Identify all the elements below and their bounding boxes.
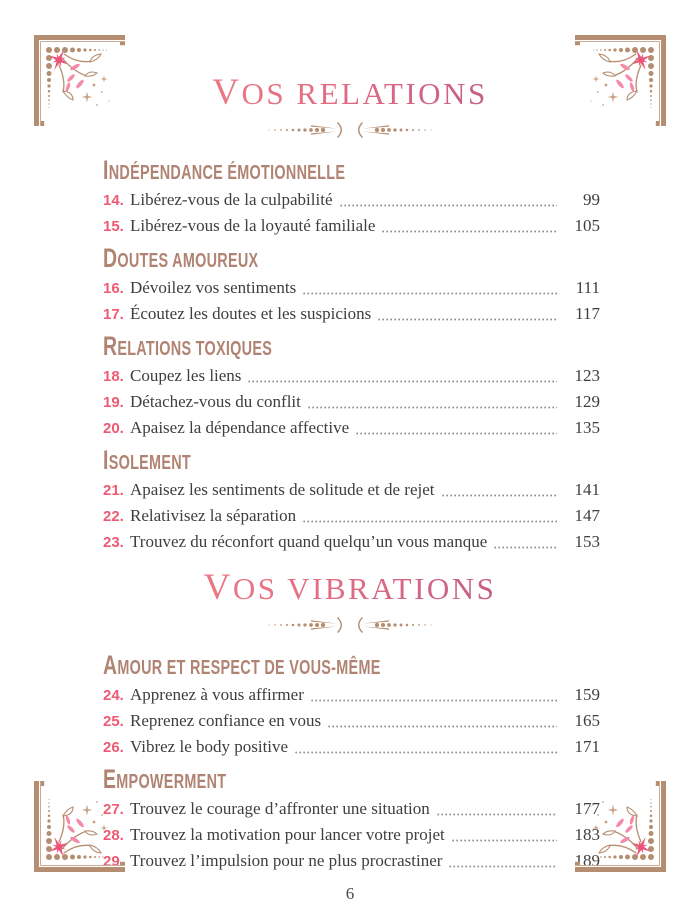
toc-entry (103, 389, 600, 415)
entry-number: 21. (103, 482, 124, 499)
entry-page-number: 129 (574, 392, 600, 411)
corner-ornament-bottom-left-icon (30, 781, 125, 876)
entry-number: 24. (103, 687, 124, 704)
toc-section (103, 445, 600, 555)
entry-number: 17. (103, 306, 124, 323)
entry-number: 26. (103, 739, 124, 756)
entry-page-number: 123 (574, 366, 600, 385)
toc-part-relations (103, 155, 600, 555)
corner-ornament-top-right-icon (575, 31, 670, 126)
part-title-relations: VOS RELATIONS (0, 0, 700, 113)
section-heading: DOUTES AMOUREUX (103, 243, 259, 273)
section-heading: AMOUR ET RESPECT DE VOUS-MÊME (103, 650, 381, 680)
toc-entry (103, 301, 600, 327)
section-heading: RELATIONS TOXIQUES (103, 331, 273, 361)
entry-page-number: 99 (583, 190, 600, 209)
dot-leader (356, 432, 557, 435)
toc-entry (103, 275, 600, 301)
toc-entry (103, 796, 600, 822)
toc-entry (103, 708, 600, 734)
ornament-divider-icon (265, 615, 435, 635)
entry-page-number: 117 (575, 304, 600, 323)
dot-leader (442, 494, 558, 497)
toc-entry (103, 529, 600, 555)
entry-number: 15. (103, 218, 124, 235)
toc-entry (103, 213, 600, 239)
toc-part-vibrations (103, 650, 600, 874)
entry-page-number: 153 (574, 532, 600, 551)
entry-page-number: 141 (574, 480, 600, 499)
entry-number: 29. (103, 853, 124, 870)
toc-entry (103, 822, 600, 848)
corner-ornament-bottom-right-icon (575, 781, 670, 876)
entry-page-number: 147 (574, 506, 600, 525)
entry-title: Dévoilez vos sentiments (130, 278, 297, 297)
entry-number: 23. (103, 534, 124, 551)
toc-entry (103, 415, 600, 441)
dot-leader (295, 751, 557, 754)
toc-entry (103, 682, 600, 708)
dot-leader (303, 520, 557, 523)
toc-entry (103, 187, 600, 213)
dot-leader (311, 699, 557, 702)
entry-title: Apprenez à vous affirmer (130, 685, 304, 704)
entry-page-number: 159 (574, 685, 600, 704)
toc-section (103, 650, 600, 760)
entry-number: 16. (103, 280, 124, 297)
entry-title: Vibrez le body positive (130, 737, 289, 756)
toc-section (103, 764, 600, 874)
dot-leader (308, 406, 557, 409)
entry-title: Reprenez confiance en vous (130, 711, 322, 730)
entry-page-number: 171 (574, 737, 600, 756)
dot-leader (378, 318, 557, 321)
folio-page-number: 6 (345, 884, 355, 903)
entry-title: Coupez les liens (130, 366, 242, 385)
entry-title: Trouvez l’impulsion pour ne plus procrastiner (130, 851, 443, 870)
entry-page-number: 165 (574, 711, 600, 730)
dot-leader (248, 380, 557, 383)
entry-title: Libérez-vous de la loyauté familiale (130, 216, 376, 235)
part-title-vibrations: VOS VIBRATIONS (0, 555, 700, 608)
entry-page-number: 135 (574, 418, 600, 437)
dot-leader (382, 230, 557, 233)
entry-number: 22. (103, 508, 124, 525)
section-heading: EMPOWERMENT (103, 764, 227, 794)
entry-title: Trouvez du réconfort quand quelqu’un vous manque (130, 532, 488, 551)
dot-leader (340, 204, 558, 207)
dot-leader (449, 865, 557, 868)
entry-title: Apaisez les sentiments de solitude et de rejet (130, 480, 435, 499)
entry-title: Détachez-vous du conflit (130, 392, 301, 411)
toc-entry (103, 734, 600, 760)
ornament-divider-icon (265, 120, 435, 140)
toc-section (103, 243, 600, 327)
section-heading: ISOLEMENT (103, 445, 192, 475)
entry-number: 27. (103, 801, 124, 818)
toc-section (103, 155, 600, 239)
entry-title: Libérez-vous de la culpabilité (130, 190, 333, 209)
entry-number: 18. (103, 368, 124, 385)
entry-page-number: 177 (574, 799, 600, 818)
entry-title: Relativisez la séparation (130, 506, 297, 525)
entry-title: Écoutez les doutes et les suspicions (130, 304, 372, 323)
toc-entry (103, 363, 600, 389)
dot-leader (328, 725, 557, 728)
entry-page-number: 189 (574, 851, 600, 870)
dot-leader (303, 292, 557, 295)
entry-page-number: 111 (575, 278, 600, 297)
entry-number: 28. (103, 827, 124, 844)
entry-number: 19. (103, 394, 124, 411)
corner-ornament-top-left-icon (30, 31, 125, 126)
entry-page-number: 183 (574, 825, 600, 844)
entry-page-number: 105 (574, 216, 600, 235)
section-heading: INDÉPENDANCE ÉMOTIONNELLE (103, 155, 346, 185)
toc-entry (103, 477, 600, 503)
entry-number: 25. (103, 713, 124, 730)
entry-title: Trouvez le courage d’affronter une situation (130, 799, 430, 818)
entry-number: 20. (103, 420, 124, 437)
entry-title: Trouvez la motivation pour lancer votre projet (130, 825, 445, 844)
dot-leader (437, 813, 557, 816)
toc-entry (103, 503, 600, 529)
entry-number: 14. (103, 192, 124, 209)
toc-section (103, 331, 600, 441)
entry-title: Apaisez la dépendance affective (130, 418, 350, 437)
toc-entry (103, 848, 600, 874)
dot-leader (452, 839, 557, 842)
dot-leader (494, 546, 557, 549)
